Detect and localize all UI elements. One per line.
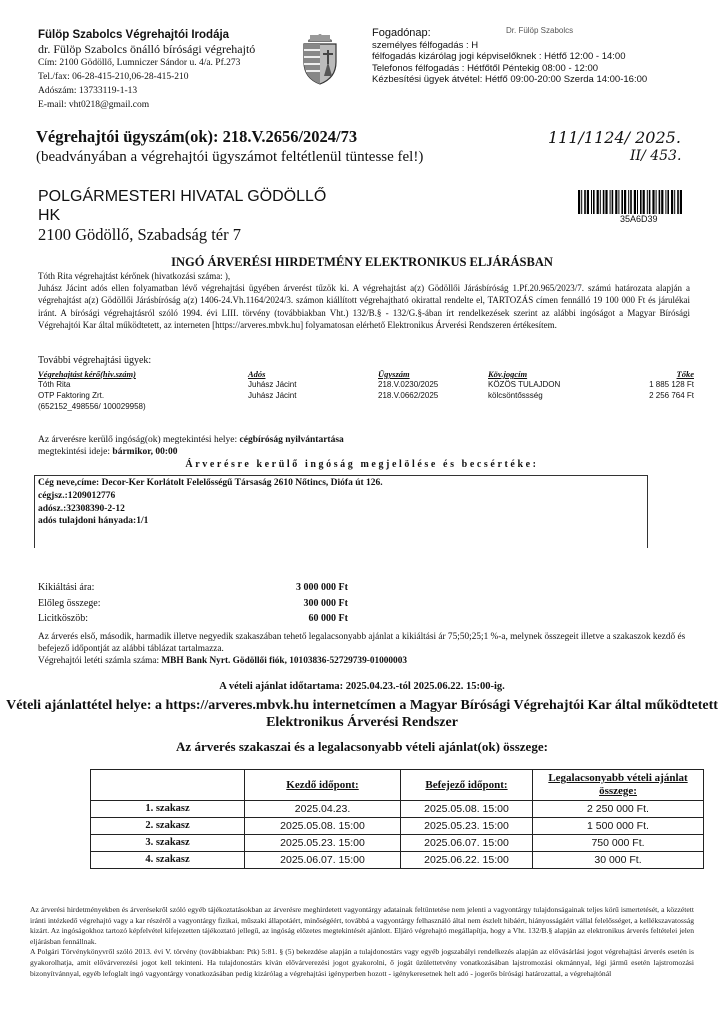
notice-body xyxy=(38,270,690,331)
stage-label: 4. szakasz xyxy=(91,852,245,869)
other-cases-table xyxy=(38,369,694,412)
start-price-value: 3 000 000 Ft xyxy=(296,582,348,593)
viewing-info xyxy=(38,434,344,458)
hours-line-1: személyes félfogadás : H xyxy=(372,39,479,51)
offer-duration: A vételi ajánlat időtartama: 2025.04.23.-tól 2025.06.22. 15:00-ig. xyxy=(219,681,505,692)
table-row xyxy=(38,390,694,401)
footer-legal-text xyxy=(30,905,694,979)
stage-end: 2025.05.23. 15:00 xyxy=(401,818,533,835)
handwritten-filing-number: 111/1124/ 2025. xyxy=(548,128,681,147)
stage-start: 2025.04.23. xyxy=(245,801,401,818)
bid-step-value: 60 000 Ft xyxy=(308,613,348,624)
recipient-line-1: POLGÁRMESTERI HIVATAL GÖDÖLLŐ xyxy=(38,188,327,205)
office-name: Fülöp Szabolcs Végrehajtói Irodája xyxy=(38,29,230,41)
table-row xyxy=(91,852,704,869)
stage-start: 2025.05.23. 15:00 xyxy=(245,835,401,852)
table-cell: Juhász Jácint xyxy=(248,380,297,389)
recipient-address xyxy=(38,187,326,244)
table-cell: 2 256 764 Ft xyxy=(649,391,694,400)
hours-line-2: félfogadás kizárólag jogi képviselőknek : Hétfő 12:00 - 14:00 xyxy=(372,51,626,63)
hours-title: Fogadónap: xyxy=(372,27,431,39)
stage-min-bid: 1 500 000 Ft. xyxy=(533,818,704,835)
stage-label: 1. szakasz xyxy=(91,801,245,818)
column-header xyxy=(91,770,245,801)
table-row xyxy=(91,801,704,818)
hours-line-4: Kézbesítési ügyek átvétel: Hétfő 09:00-20:00 Szerda 14:00-16:00 xyxy=(372,74,648,86)
table-cell: KÖZÖS TULAJDON xyxy=(488,380,561,389)
deposit-value: 300 000 Ft xyxy=(303,597,348,609)
bid-step-label: Licitköszöb: xyxy=(38,613,88,624)
table-header-row xyxy=(91,770,704,801)
office-hours xyxy=(372,28,647,86)
office-tax: Adószám: 13733119-1-13 xyxy=(38,86,138,96)
item-description xyxy=(38,477,383,528)
office-owner: dr. Fülöp Szabolcs önálló bírósági végrehajtó xyxy=(38,42,256,56)
table-cell: 218.V.0662/2025 xyxy=(378,391,439,400)
item-line-1: Cég neve,címe: Decor-Ker Korlátolt Felelősségű Társaság 2610 Nőtincs, Diófa út 126. xyxy=(38,478,383,488)
notice-title: INGÓ ÁRVERÉSI HIRDETMÉNY ELEKTRONIKUS ELJÁRÁSBAN xyxy=(171,255,553,269)
stage-min-bid: 750 000 Ft. xyxy=(533,835,704,852)
column-header: Köv.jogcím xyxy=(488,369,528,379)
table-cell: Tóth Rita xyxy=(38,380,71,389)
viewing-place-value: cégbíróság nyilvántartása xyxy=(239,435,344,445)
stage-label: 3. szakasz xyxy=(91,835,245,852)
table-cell: (652152_498556/ 100029958) xyxy=(38,402,146,411)
office-email: E-mail: vht0218@gmail.com xyxy=(38,100,150,110)
viewing-time-label: megtekintési ideje: xyxy=(38,447,111,457)
handwritten-ref-number: II/ 453. xyxy=(630,148,682,164)
table-cell: 1 885 128 Ft xyxy=(649,380,694,389)
recipient-line-2: HK xyxy=(38,207,61,224)
stages-explanation xyxy=(38,632,690,667)
coat-of-arms-icon xyxy=(298,32,342,86)
column-header: Befejező időpont: xyxy=(401,770,533,801)
account-label: Végrehajtói letéti számla száma: xyxy=(38,655,160,666)
table-header-row xyxy=(38,369,694,379)
item-heading: Árverésre kerülő ingóság megjelölése és becsértéke: xyxy=(185,459,539,470)
account-value: MBH Bank Nyrt. Gödöllői fiók, 10103836-52729739-01000003 xyxy=(161,655,408,666)
barcode-icon xyxy=(578,190,686,214)
table-row xyxy=(38,401,694,412)
stage-start: 2025.06.07. 15:00 xyxy=(245,852,401,869)
viewing-place-label: Az árverésre kerülő ingóság(ok) megtekintési helye: xyxy=(38,435,238,445)
column-header: Ügyszám xyxy=(378,369,410,379)
stage-start: 2025.05.08. 15:00 xyxy=(245,818,401,835)
stage-min-bid: 2 250 000 Ft. xyxy=(533,801,704,818)
item-line-2: cégjsz.:1209012776 xyxy=(38,490,116,501)
table-row xyxy=(91,835,704,852)
stages-explanation-text: Az árverés első, második, harmadik illetve negyedik szakaszában tehető legalacsonyabb ajánlat a kikiáltási ár 75;50;25;1 %-a, melynek összegeit illetve a szakaszok kezdő és befejező időpontját az alábbi táblázat tartalmazza. xyxy=(38,632,686,654)
table-row xyxy=(91,818,704,835)
table-cell: Juhász Jácint xyxy=(248,391,297,400)
office-header xyxy=(38,28,255,112)
stage-end: 2025.05.08. 15:00 xyxy=(401,801,533,818)
viewing-time-value: bármikor, 00:00 xyxy=(112,447,178,457)
body-paragraph-1: Tóth Rita végrehajtást kérőnek (hivatkozási száma: ), xyxy=(38,271,231,281)
other-cases-heading: További végrehajtási ügyek: xyxy=(38,355,152,366)
stage-end: 2025.06.07. 15:00 xyxy=(401,835,533,852)
stages-heading: Az árverés szakaszai és a legalacsonyabb vételi ajánlat(ok) összege: xyxy=(176,739,548,754)
recipient-line-3: 2100 Gödöllő, Szabadság tér 7 xyxy=(38,225,242,244)
case-number: Végrehajtói ügyszám(ok): 218.V.2656/2024/73 xyxy=(36,127,358,146)
barcode-id: 35A6D39 xyxy=(620,214,658,224)
start-price-label: Kikiáltási ára: xyxy=(38,582,95,593)
footer-paragraph-2: A Polgári Törvénykönyvről szóló 2013. évi V. törvény (továbbiakban: Ptk) 5:81. § (5) bekezdése alapján a tulajdonostárs vagy egyéb jogszabályi rendelkezés alapján az elővásárlási jogot végrehajtási árverés esetén is gyakorolhatja, amit elővárverezési jogot kell tekinteni. Ha tulajdonostárs kíván elővárverezési jogot gyakorolni, ő jogát üzülettetvény vonatkozásában lajstromozási okmánnyal, légi jármű esetén lajstromozási bizonyítvánnyal, egyéb lefoglalt ingó vagyontárgy vonatkozásában pedig kizárólag a végrehajtási igényperben hozott - igénykeresetnek helt adó - jogerős bírósági határozattal, a végrehajtónál xyxy=(30,947,694,978)
item-line-3: adósz.:32308390-2-12 xyxy=(38,503,125,514)
column-header: Legalacsonyabb vételi ajánlat összege: xyxy=(533,770,704,801)
table-cell: OTP Faktoring Zrt. xyxy=(38,391,105,400)
column-header: Tőke xyxy=(676,369,694,379)
column-header: Adós xyxy=(248,369,266,379)
table-cell: kölcsöntőssség xyxy=(488,391,543,400)
table-row xyxy=(38,379,694,390)
body-paragraph-2: Juhász Jácint adós ellen folyamatban lévő végrehajtási ügyében árverést tűzök ki. A végrehajtást a(z) Gödöllői Járásbíróság 1.Pf.20.965/2023/7. számú határozata alapján a végrehajtást a(z) Gödöllői Járásbíróság a(z) 1406-24.Vh.1164/2024/3. számon kiállított végrehajtható okirattal rendelte el, TARTOZÁS címen fennálló 19 100 000 Ft és járulékai iránt. A bírósági végrehajtásról szóló 1994. évi LIII. törvény (továbbiakban Vht.) 132/B.§ - 132/G.§-ában írt rendelkezések szerint az alábbi ingóságot a Magyar Bírósági Végrehajtói Kar által működtetett, az interneten [https://arveres.mbvk.hu] folyamatosan elérhető Elektronikus Árverési Rendszeren értékesítem. xyxy=(38,283,690,330)
stamp-sticker: Dr. Fülöp Szabolcs xyxy=(506,26,574,35)
price-block xyxy=(38,580,348,627)
office-phone: Tel./fax: 06-28-415-210,06-28-415-210 xyxy=(38,72,189,82)
deposit-label: Előleg összege: xyxy=(38,597,101,609)
table-cell: 218.V.0230/2025 xyxy=(378,380,439,389)
stages-table xyxy=(90,769,704,869)
item-line-4: adós tulajdoni hányada:1/1 xyxy=(38,516,149,527)
offer-place: Vételi ajánlattétel helye: a https://arveres.mbvk.hu internetcímen a Magyar Bírósági Végrehajtói Kar által működtetett Elektronikus Árverési Rendszer xyxy=(6,698,718,730)
stage-min-bid: 30 000 Ft. xyxy=(533,852,704,869)
hours-line-3: Telefonos félfogadás : Hétfőtől Péntekig 08:00 - 12:00 xyxy=(372,62,599,74)
stage-label: 2. szakasz xyxy=(91,818,245,835)
column-header: Kezdő időpont: xyxy=(245,770,401,801)
office-address: Cím: 2100 Gödöllő, Lumniczer Sándor u. 4/a. Pf.273 xyxy=(38,58,241,68)
stage-end: 2025.06.22. 15:00 xyxy=(401,852,533,869)
column-header: Végrehajtást kérő(hiv.szám) xyxy=(38,369,136,379)
case-note: (beadványában a végrehajtói ügyszámot feltétlenül tüntesse fel!) xyxy=(36,149,424,165)
footer-paragraph-1: Az árverési hirdetményekben és árverésekről szóló egyéb tájékoztatásokban az árverésre meghirdetett vagyontárgy adatainak feltüntetése nem jelenti a vagyontárgy tulajdonságainak teljes körű ismertetését, a közzétett iránti intézkedő végrehajtó vagy a kar részéről a vagyontárgy fizikai, műszaki állapotáért, minőségéért, továbbá a vagyontárgy felhasználó által nem észlelt hibáért, hiányosságáért vállal felelősséget, a kellékszavatosság kizárt. Az ingóságokhoz tartozó képfelvétel kifejezetten tájékoztató jellegű, az ingóság előzetes megtekintését ajánlott. Eljáró végrehajtó megállapítja, hogy a Vht. 132/B.§ alapján az elektronikus árverés feltételei jelen eljárásban fennállnak. xyxy=(30,905,694,946)
